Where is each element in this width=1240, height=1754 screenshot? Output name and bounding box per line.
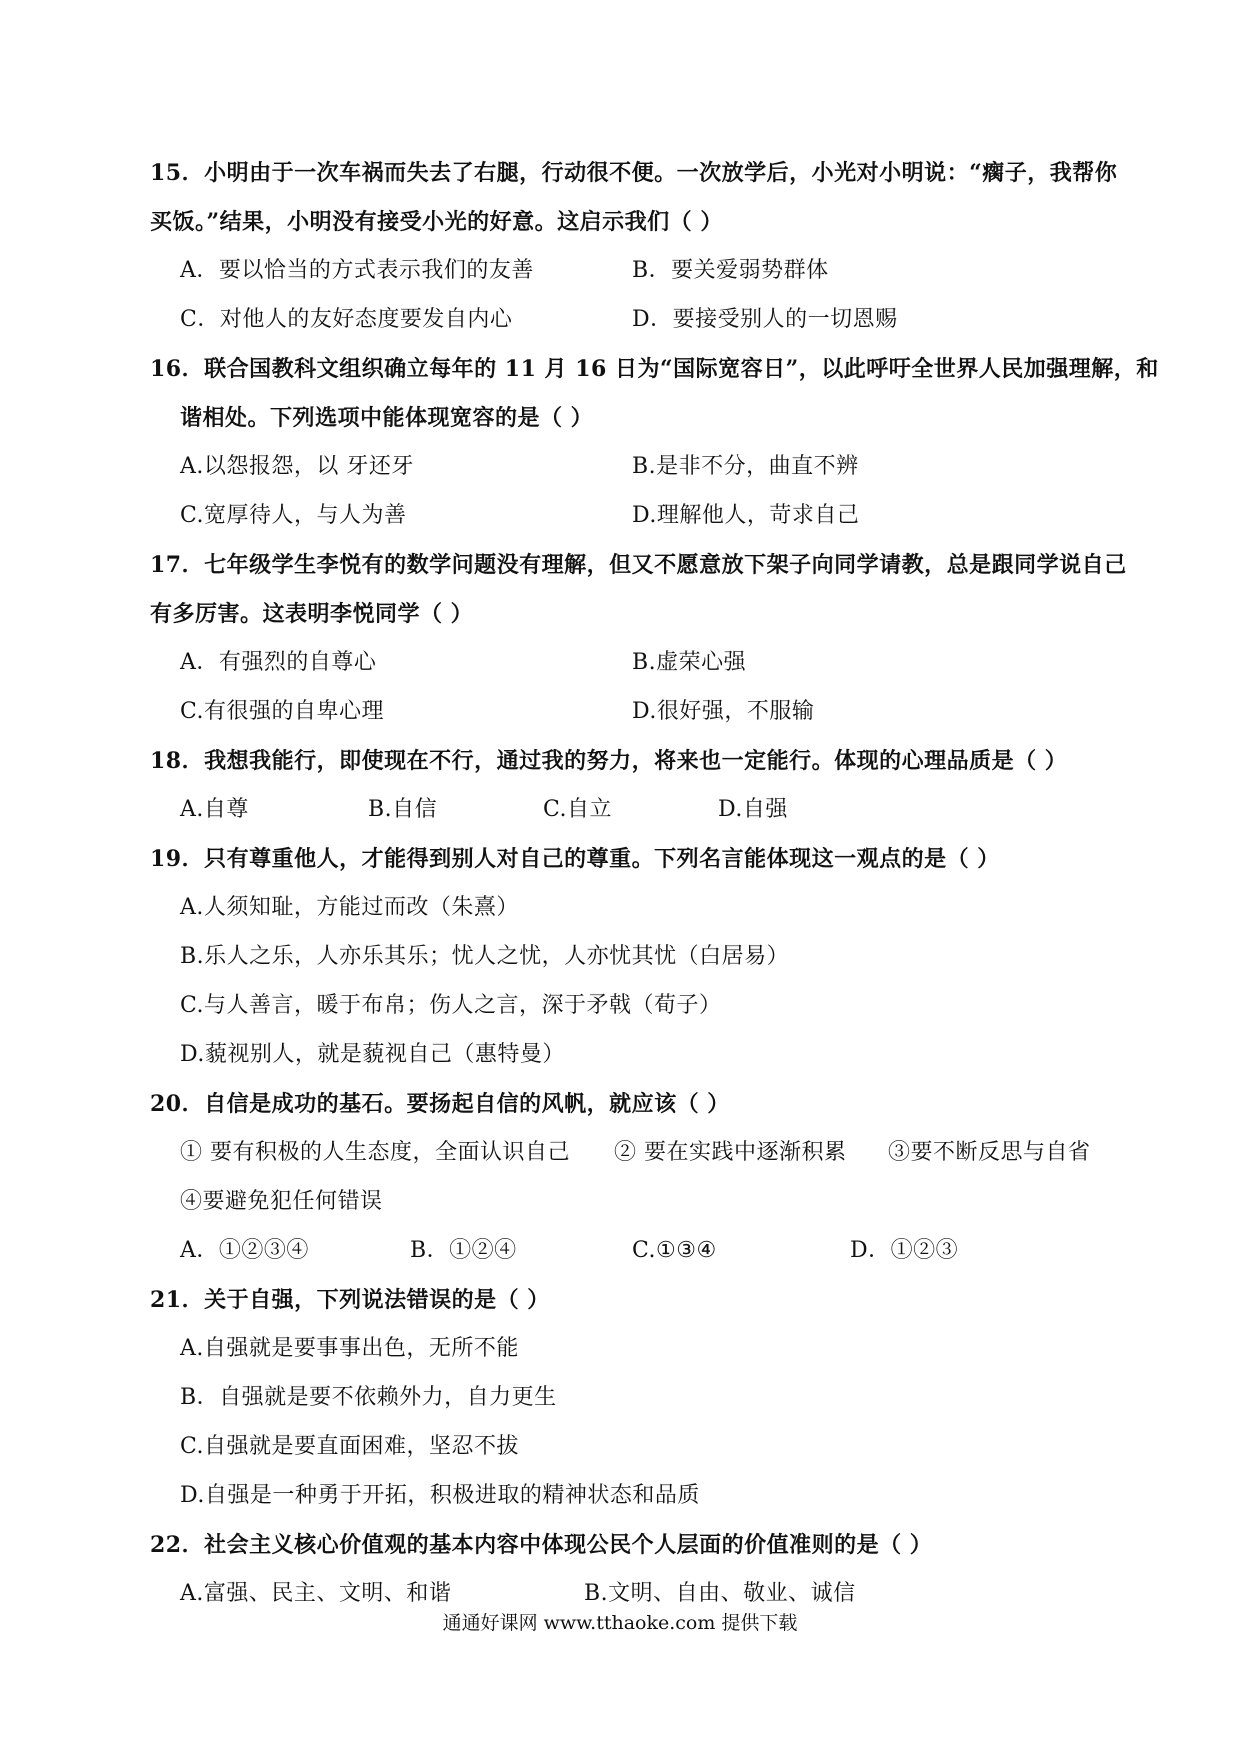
q17-stem-line2: 有多厉害。这表明李悦同学（ ）	[150, 601, 474, 627]
q22-stem: 22．社会主义核心价值观的基本内容中体现公民个人层面的价值准则的是（ ）	[150, 1532, 933, 1558]
q15-stem-line1: 15．小明由于一次车祸而失去了右腿，行动很不便。一次放学后，小光对小明说：“瘸子，我帮你	[150, 160, 1118, 186]
q19-option-d: D.藐视别人，就是藐视自己（惠特曼）	[180, 1042, 565, 1067]
q22-option-a: A.富强、民主、文明、和谐	[180, 1581, 452, 1606]
q20-statement-1: ① 要有积极的人生态度，全面认识自己	[180, 1140, 570, 1165]
q16-option-b: B.是非不分，曲直不辨	[632, 454, 859, 479]
q20-option-b: B．①②④	[410, 1238, 517, 1263]
q18-option-d: D.自强	[718, 797, 788, 822]
q20-statement-4: ④要避免犯任何错误	[180, 1189, 383, 1214]
q19-stem: 19．只有尊重他人，才能得到别人对自己的尊重。下列名言能体现这一观点的是（ ）	[150, 846, 1000, 872]
q19-option-a: A.人须知耻，方能过而改（朱熹）	[180, 895, 519, 920]
q18-stem: 18．我想我能行，即使现在不行，通过我的努力，将来也一定能行。体现的心理品质是（ ）	[150, 748, 1068, 774]
q21-option-b: B．自强就是要不依赖外力，自力更生	[180, 1385, 557, 1410]
q20-stem: 20．自信是成功的基石。要扬起自信的风帆，就应该（ ）	[150, 1091, 730, 1117]
q18-option-b: B.自信	[368, 797, 438, 822]
q20-option-a: A．①②③④	[180, 1238, 309, 1263]
q21-stem: 21．关于自强，下列说法错误的是（ ）	[150, 1287, 550, 1313]
q16-stem-line1: 16．联合国教科文组织确立每年的 11 月 16 日为“国际宽容日”，以此呼吁全世界人民加强理解，和	[150, 356, 1159, 382]
q18-option-c: C.自立	[543, 797, 613, 822]
q20-statement-2: ② 要在实践中逐渐积累	[614, 1140, 847, 1165]
q20-option-d: D．①②③	[850, 1238, 959, 1263]
q15-stem-line2: 买饭。”结果，小明没有接受小光的好意。这启示我们（ ）	[150, 209, 723, 235]
q17-option-b: B.虚荣心强	[632, 650, 747, 675]
q15-option-a: A．要以恰当的方式表示我们的友善	[180, 258, 534, 283]
q20-statement-3: ③要不断反思与自省	[888, 1140, 1091, 1165]
q18-option-a: A.自尊	[180, 797, 249, 822]
q22-option-b: B.文明、自由、敬业、诚信	[584, 1581, 856, 1606]
q21-option-c: C.自强就是要直面困难，坚忍不拔	[180, 1434, 520, 1459]
q19-option-b: B.乐人之乐，人亦乐其乐；忧人之忧，人亦忧其忧（白居易）	[180, 944, 790, 969]
q19-option-c: C.与人善言，暖于布帛；伤人之言，深于矛戟（荀子）	[180, 993, 722, 1018]
q17-stem-line1: 17．七年级学生李悦有的数学问题没有理解，但又不愿意放下架子向同学请教，总是跟同学说自己	[150, 552, 1127, 578]
q17-option-a: A．有强烈的自尊心	[180, 650, 377, 675]
q15-option-d: D．要接受别人的一切恩赐	[632, 307, 898, 332]
q16-option-d: D.理解他人，苛求自己	[632, 503, 860, 528]
q15-option-b: B．要关爱弱势群体	[632, 258, 829, 283]
q20-option-c: C.①③④	[632, 1238, 717, 1263]
q16-stem-line2: 谐相处。下列选项中能体现宽容的是（ ）	[180, 405, 594, 431]
q16-option-a: A.以怨报怨，以 牙还牙	[180, 454, 414, 479]
q15-option-c: C．对他人的友好态度要发自内心	[180, 307, 513, 332]
q16-option-c: C.宽厚待人，与人为善	[180, 503, 407, 528]
q17-option-c: C.有很强的自卑心理	[180, 699, 385, 724]
q21-option-d: D.自强是一种勇于开拓，积极进取的精神状态和品质	[180, 1483, 700, 1508]
page-footer: 通通好课网 www.tthaoke.com 提供下载	[442, 1612, 798, 1634]
q17-option-d: D.很好强，不服输	[632, 699, 815, 724]
q21-option-a: A.自强就是要事事出色，无所不能	[180, 1336, 519, 1361]
